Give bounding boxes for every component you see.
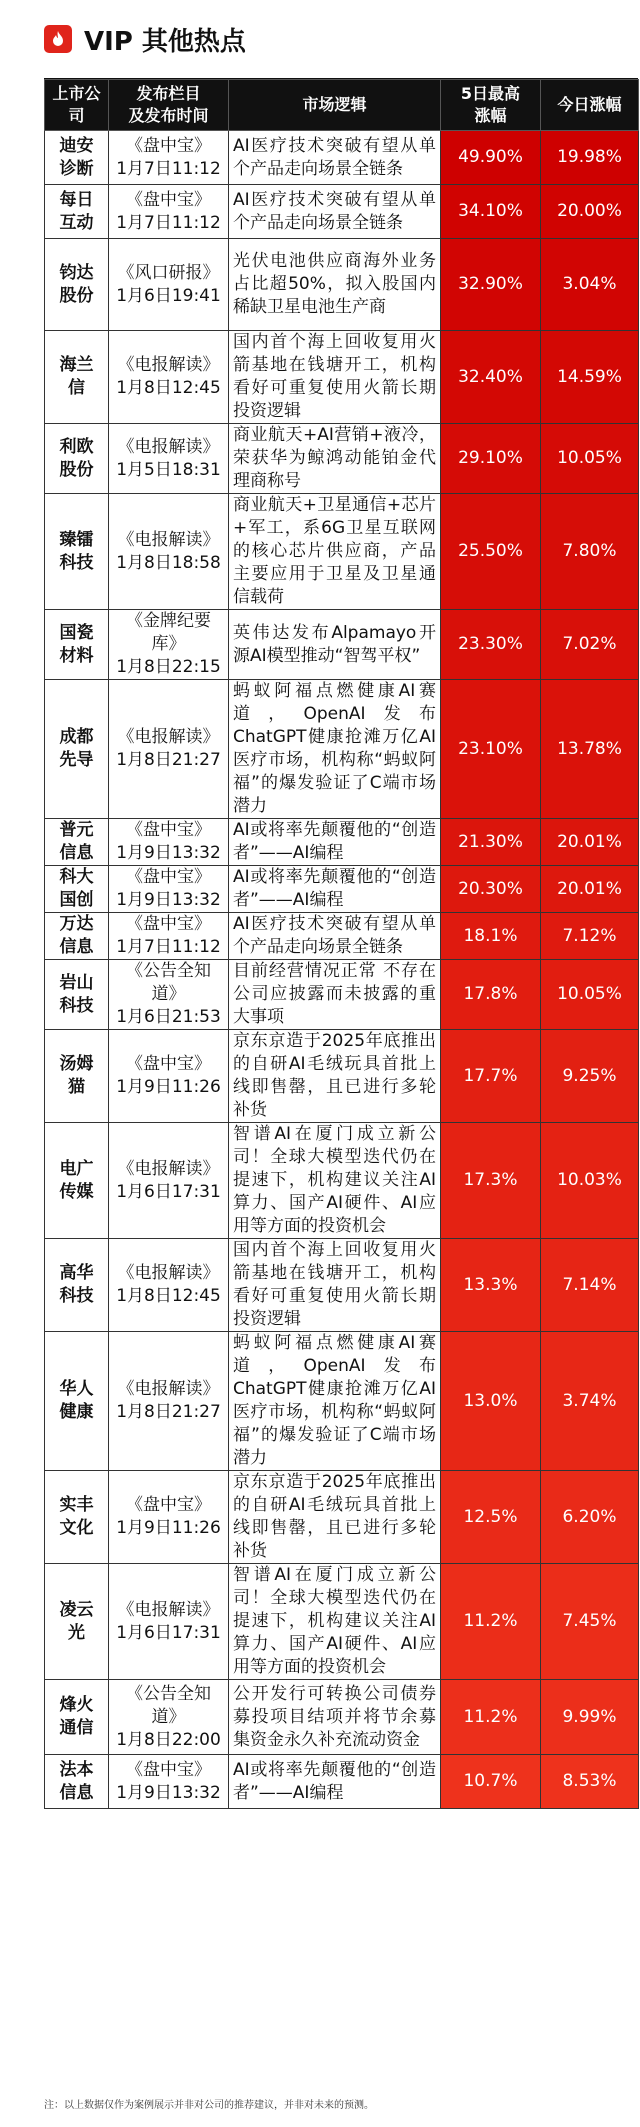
logic-cell: 国内首个海上回收复用火箭基地在钱塘开工，机构看好可重复使用火箭长期投资逻辑	[229, 331, 441, 424]
today-cell: 7.80%	[541, 494, 639, 610]
today-cell: 8.53%	[541, 1755, 639, 1809]
company-cell: 华人 健康	[45, 1332, 109, 1471]
company-cell: 科大 国创	[45, 866, 109, 913]
logic-cell: 京东京造于2025年底推出的自研AI毛绒玩具首批上线即售罄，且已进行多轮补货	[229, 1030, 441, 1123]
table-row	[45, 185, 639, 239]
col-header-today: 今日涨幅	[541, 80, 639, 131]
page-title: VIP 其他热点	[84, 26, 246, 57]
company-cell: 凌云 光	[45, 1564, 109, 1680]
logic-cell: 光伏电池供应商海外业务占比超50%，拟入股国内稀缺卫星电池生产商	[229, 239, 441, 331]
source-cell: 《电报解读》 1月5日18:31	[109, 424, 229, 494]
max5d-cell: 17.8%	[441, 960, 541, 1030]
logic-cell: 公开发行可转换公司债券募投项目结项并将节余募集资金永久补充流动资金	[229, 1680, 441, 1755]
source-cell: 《电报解读》 1月6日17:31	[109, 1564, 229, 1680]
col-header-source: 发布栏目 及发布时间	[109, 80, 229, 131]
source-cell: 《风口研报》 1月6日19:41	[109, 239, 229, 331]
table-row	[45, 866, 639, 913]
flame-icon	[44, 25, 72, 53]
today-cell: 10.03%	[541, 1123, 639, 1239]
table-row	[45, 239, 639, 331]
source-cell: 《电报解读》 1月8日21:27	[109, 1332, 229, 1471]
table-header-row	[45, 80, 639, 131]
logic-cell: 智谱AI在厦门成立新公司！全球大模型迭代仍在提速下，机构建议关注AI算力、国产AI硬件、AI应用等方面的投资机会	[229, 1564, 441, 1680]
max5d-cell: 17.3%	[441, 1123, 541, 1239]
table-row	[45, 331, 639, 424]
company-cell: 每日 互动	[45, 185, 109, 239]
table-row	[45, 1471, 639, 1564]
max5d-cell: 23.10%	[441, 680, 541, 819]
today-cell: 14.59%	[541, 331, 639, 424]
company-cell: 万达 信息	[45, 913, 109, 960]
logic-cell: AI或将率先颠覆他的“创造者”——AI编程	[229, 819, 441, 866]
source-cell: 《公告全知道》 1月8日22:00	[109, 1680, 229, 1755]
table-row	[45, 494, 639, 610]
max5d-cell: 13.0%	[441, 1332, 541, 1471]
company-cell: 岩山 科技	[45, 960, 109, 1030]
source-cell: 《金牌纪要库》 1月8日22:15	[109, 610, 229, 680]
today-cell: 7.12%	[541, 913, 639, 960]
company-cell: 国瓷 材料	[45, 610, 109, 680]
logic-cell: 蚂蚁阿福点燃健康AI赛道，OpenAI发布ChatGPT健康抢滩万亿AI医疗市场，机构称“蚂蚁阿福”的爆发验证了C端市场潜力	[229, 1332, 441, 1471]
table-body	[45, 131, 639, 1809]
today-cell: 20.01%	[541, 819, 639, 866]
source-cell: 《电报解读》 1月8日12:45	[109, 1239, 229, 1332]
table-row	[45, 680, 639, 819]
table-row	[45, 1239, 639, 1332]
company-cell: 成都 先导	[45, 680, 109, 819]
max5d-cell: 18.1%	[441, 913, 541, 960]
col-header-max5d: 5日最高 涨幅	[441, 80, 541, 131]
table-row	[45, 1030, 639, 1123]
today-cell: 20.00%	[541, 185, 639, 239]
source-cell: 《电报解读》 1月6日17:31	[109, 1123, 229, 1239]
max5d-cell: 11.2%	[441, 1680, 541, 1755]
table-row	[45, 960, 639, 1030]
logic-cell: 商业航天+AI营销+液冷，荣获华为鲸鸿动能铂金代理商称号	[229, 424, 441, 494]
logic-cell: 英伟达发布Alpamayo开源AI模型推动“智驾平权”	[229, 610, 441, 680]
company-cell: 利欧 股份	[45, 424, 109, 494]
today-cell: 9.25%	[541, 1030, 639, 1123]
company-cell: 海兰 信	[45, 331, 109, 424]
company-cell: 迪安 诊断	[45, 131, 109, 185]
max5d-cell: 32.40%	[441, 331, 541, 424]
today-cell: 19.98%	[541, 131, 639, 185]
source-cell: 《电报解读》 1月8日21:27	[109, 680, 229, 819]
today-cell: 10.05%	[541, 424, 639, 494]
logic-cell: AI或将率先颠覆他的“创造者”——AI编程	[229, 1755, 441, 1809]
source-cell: 《盘中宝》 1月7日11:12	[109, 131, 229, 185]
max5d-cell: 21.30%	[441, 819, 541, 866]
source-cell: 《公告全知道》 1月6日21:53	[109, 960, 229, 1030]
col-header-company: 上市公司	[45, 80, 109, 131]
logic-cell: AI医疗技术突破有望从单个产品走向场景全链条	[229, 913, 441, 960]
source-cell: 《盘中宝》 1月9日13:32	[109, 866, 229, 913]
source-cell: 《电报解读》 1月8日12:45	[109, 331, 229, 424]
table-row	[45, 1680, 639, 1755]
max5d-cell: 10.7%	[441, 1755, 541, 1809]
source-cell: 《盘中宝》 1月9日13:32	[109, 1755, 229, 1809]
logic-cell: 目前经营情况正常 不存在公司应披露而未披露的重大事项	[229, 960, 441, 1030]
company-cell: 烽火 通信	[45, 1680, 109, 1755]
table-row	[45, 1123, 639, 1239]
max5d-cell: 12.5%	[441, 1471, 541, 1564]
hotspot-table	[44, 79, 639, 1809]
company-cell: 普元 信息	[45, 819, 109, 866]
table-row	[45, 913, 639, 960]
logic-cell: AI医疗技术突破有望从单个产品走向场景全链条	[229, 185, 441, 239]
logic-cell: 蚂蚁阿福点燃健康AI赛道，OpenAI发布ChatGPT健康抢滩万亿AI医疗市场，机构称“蚂蚁阿福”的爆发验证了C端市场潜力	[229, 680, 441, 819]
source-cell: 《盘中宝》 1月7日11:12	[109, 185, 229, 239]
source-cell: 《盘中宝》 1月9日11:26	[109, 1030, 229, 1123]
today-cell: 10.05%	[541, 960, 639, 1030]
today-cell: 7.45%	[541, 1564, 639, 1680]
today-cell: 3.74%	[541, 1332, 639, 1471]
max5d-cell: 20.30%	[441, 866, 541, 913]
today-cell: 20.01%	[541, 866, 639, 913]
max5d-cell: 13.3%	[441, 1239, 541, 1332]
today-cell: 9.99%	[541, 1680, 639, 1755]
company-cell: 汤姆 猫	[45, 1030, 109, 1123]
logic-cell: 智谱AI在厦门成立新公司！全球大模型迭代仍在提速下，机构建议关注AI算力、国产AI硬件、AI应用等方面的投资机会	[229, 1123, 441, 1239]
max5d-cell: 34.10%	[441, 185, 541, 239]
max5d-cell: 25.50%	[441, 494, 541, 610]
table-row	[45, 131, 639, 185]
col-header-logic: 市场逻辑	[229, 80, 441, 131]
today-cell: 7.02%	[541, 610, 639, 680]
today-cell: 7.14%	[541, 1239, 639, 1332]
company-cell: 电广 传媒	[45, 1123, 109, 1239]
table-row	[45, 610, 639, 680]
max5d-cell: 23.30%	[441, 610, 541, 680]
company-cell: 钧达 股份	[45, 239, 109, 331]
logic-cell: AI医疗技术突破有望从单个产品走向场景全链条	[229, 131, 441, 185]
company-cell: 高华 科技	[45, 1239, 109, 1332]
max5d-cell: 29.10%	[441, 424, 541, 494]
company-cell: 臻镭 科技	[45, 494, 109, 610]
table-row	[45, 1332, 639, 1471]
page-header	[0, 0, 640, 78]
table-row	[45, 1564, 639, 1680]
table-row	[45, 1755, 639, 1809]
source-cell: 《盘中宝》 1月9日13:32	[109, 819, 229, 866]
logic-cell: 国内首个海上回收复用火箭基地在钱塘开工，机构看好可重复使用火箭长期投资逻辑	[229, 1239, 441, 1332]
source-cell: 《盘中宝》 1月7日11:12	[109, 913, 229, 960]
logic-cell: 京东京造于2025年底推出的自研AI毛绒玩具首批上线即售罄，且已进行多轮补货	[229, 1471, 441, 1564]
today-cell: 3.04%	[541, 239, 639, 331]
footer-note: 注：以上数据仅作为案例展示并非对公司的推荐建议，并非对未来的预测。	[44, 2100, 374, 2111]
max5d-cell: 32.90%	[441, 239, 541, 331]
today-cell: 6.20%	[541, 1471, 639, 1564]
max5d-cell: 17.7%	[441, 1030, 541, 1123]
company-cell: 法本 信息	[45, 1755, 109, 1809]
max5d-cell: 11.2%	[441, 1564, 541, 1680]
table-row	[45, 424, 639, 494]
source-cell: 《电报解读》 1月8日18:58	[109, 494, 229, 610]
today-cell: 13.78%	[541, 680, 639, 819]
company-cell: 实丰 文化	[45, 1471, 109, 1564]
logic-cell: 商业航天+卫星通信+芯片+军工，系6G卫星互联网的核心芯片供应商，产品主要应用于卫星及卫星通信载荷	[229, 494, 441, 610]
logic-cell: AI或将率先颠覆他的“创造者”——AI编程	[229, 866, 441, 913]
source-cell: 《盘中宝》 1月9日11:26	[109, 1471, 229, 1564]
max5d-cell: 49.90%	[441, 131, 541, 185]
table-row	[45, 819, 639, 866]
